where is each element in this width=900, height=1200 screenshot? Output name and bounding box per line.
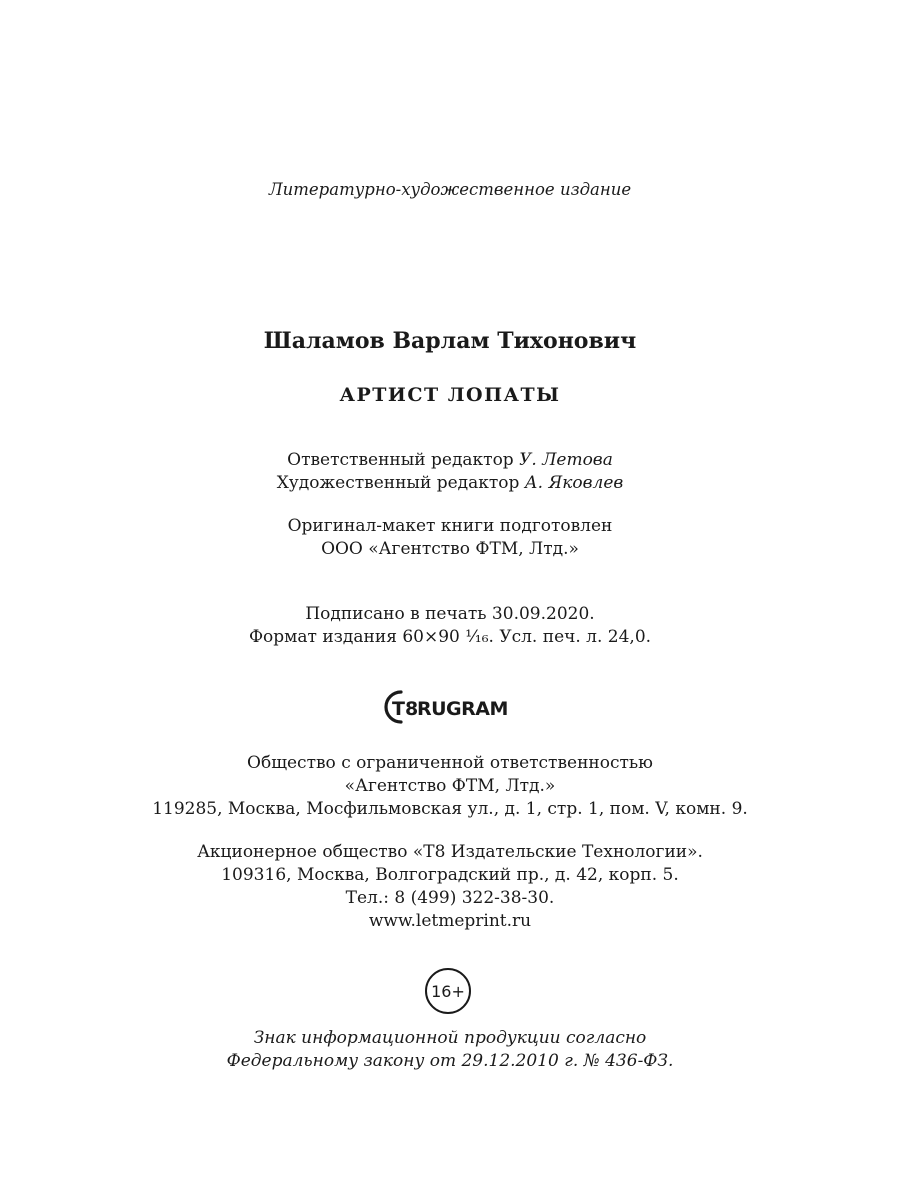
layout-credit-line: Оригинал-макет книги подготовлен xyxy=(287,516,613,536)
editor-role: Ответственный редактор xyxy=(287,450,514,470)
printer-phone: Тел.: 8 (499) 322-38-30. xyxy=(345,888,555,908)
t8-rugram-logo-icon xyxy=(381,686,521,728)
editor-line-art xyxy=(0,472,900,494)
book-title: АРТИСТ ЛОПАТЫ xyxy=(339,384,561,406)
printer-address: 109316, Москва, Волгоградский пр., д. 42, корп. 5. xyxy=(221,865,679,885)
editor-role: Художественный редактор xyxy=(276,473,520,493)
editor-name: У. Летова xyxy=(519,450,613,470)
publisher-type: Общество с ограниченной ответственностью xyxy=(247,753,653,773)
logo-wordmark: RUGRAM xyxy=(417,698,508,720)
print-date: Подписано в печать 30.09.2020. xyxy=(305,604,595,624)
age-rating-badge: 16+ xyxy=(425,968,471,1014)
printer-name: Акционерное общество «Т8 Издательские Технологии». xyxy=(197,842,703,862)
age-notice-line-1: Знак информационной продукции согласно xyxy=(253,1028,647,1048)
publisher-address: 119285, Москва, Мосфильмовская ул., д. 1, стр. 1, пом. V, комн. 9. xyxy=(152,799,748,819)
edition-type: Литературно-художественное издание xyxy=(268,180,632,199)
editor-name: А. Яковлев xyxy=(524,473,624,493)
age-notice-line-2: Федеральному закону от 29.12.2010 г. № 436-ФЗ. xyxy=(226,1051,674,1071)
printer-website: www.letmeprint.ru xyxy=(368,911,532,931)
publisher-name: «Агентство ФТМ, Лтд.» xyxy=(344,776,556,796)
author-name: Шаламов Варлам Тихонович xyxy=(263,328,637,354)
logo-mark: T8 xyxy=(392,698,419,720)
layout-credit-company: ООО «Агентство ФТМ, Лтд.» xyxy=(321,539,579,559)
editor-line-executive xyxy=(0,449,900,471)
print-format: Формат издания 60×90 ¹⁄₁₆. Усл. печ. л. 24,0. xyxy=(248,627,652,647)
